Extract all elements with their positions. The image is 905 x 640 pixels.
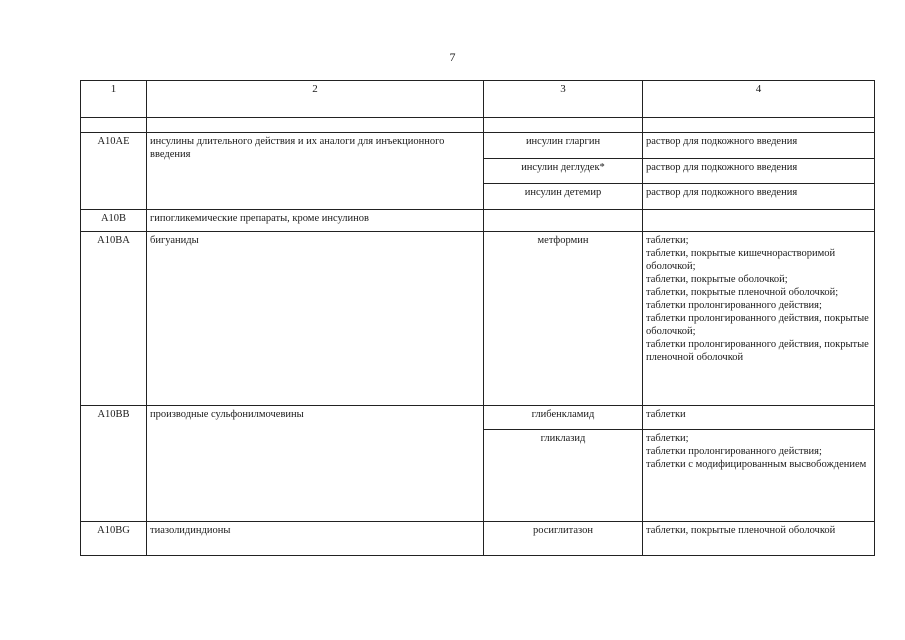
table-row [81,232,875,406]
atc-code: A10B [81,210,147,232]
dosage-form: таблетки, покрытые оболочкой; [646,274,788,285]
dosage-form: раствор для подкожного введения [643,184,875,210]
drug-name: росиглитазон [484,522,643,556]
atc-code: A10BB [81,406,147,522]
dosage-form-list [643,232,875,406]
atc-group-name: гипогликемические препараты, кроме инсулинов [147,210,484,232]
header-col-4: 4 [643,81,875,118]
table-header-row [81,81,875,118]
dosage-form [643,210,875,232]
dosage-form: таблетки, покрытые кишечнорастворимой оболочкой; [646,248,836,272]
atc-group-name: бигуаниды [147,232,484,406]
dosage-form: таблетки с модифицированным высвобождением [646,459,867,470]
dosage-form: таблетки [643,406,875,430]
atc-group-name: инсулины длительного действия и их аналоги для инъекционного введения [147,133,484,210]
spacer-row [81,118,875,133]
table-row [81,210,875,232]
dosage-form: таблетки, покрытые пленочной оболочкой; [646,287,839,298]
header-col-2: 2 [147,81,484,118]
atc-group-name: производные сульфонилмочевины [147,406,484,522]
atc-code: A10BG [81,522,147,556]
dosage-form-list [643,430,875,522]
drug-name [484,210,643,232]
dosage-form: таблетки; [646,235,689,246]
drug-name: инсулин гларгин [484,133,643,159]
table-row [81,133,875,159]
dosage-form: таблетки пролонгированного действия, покрытые пленочной оболочкой [646,339,869,363]
drug-name: метформин [484,232,643,406]
dosage-form: таблетки пролонгированного действия; [646,300,822,311]
table-row [81,406,875,430]
table-row [81,522,875,556]
atc-code: A10BA [81,232,147,406]
dosage-form: таблетки, покрытые пленочной оболочкой [643,522,875,556]
atc-group-name: тиазолидиндионы [147,522,484,556]
header-col-1: 1 [81,81,147,118]
header-col-3: 3 [484,81,643,118]
dosage-form: раствор для подкожного введения [643,158,875,184]
dosage-form: таблетки; [646,433,689,444]
drug-name: инсулин деглудек* [484,158,643,184]
drug-list-table [80,80,875,556]
drug-name: инсулин детемир [484,184,643,210]
dosage-form: таблетки пролонгированного действия; [646,446,822,457]
atc-code: A10AE [81,133,147,210]
dosage-form: раствор для подкожного введения [643,133,875,159]
drug-name: гликлазид [484,430,643,522]
page-number: 7 [449,50,456,64]
dosage-form: таблетки пролонгированного действия, покрытые оболочкой; [646,313,869,337]
drug-name: глибенкламид [484,406,643,430]
